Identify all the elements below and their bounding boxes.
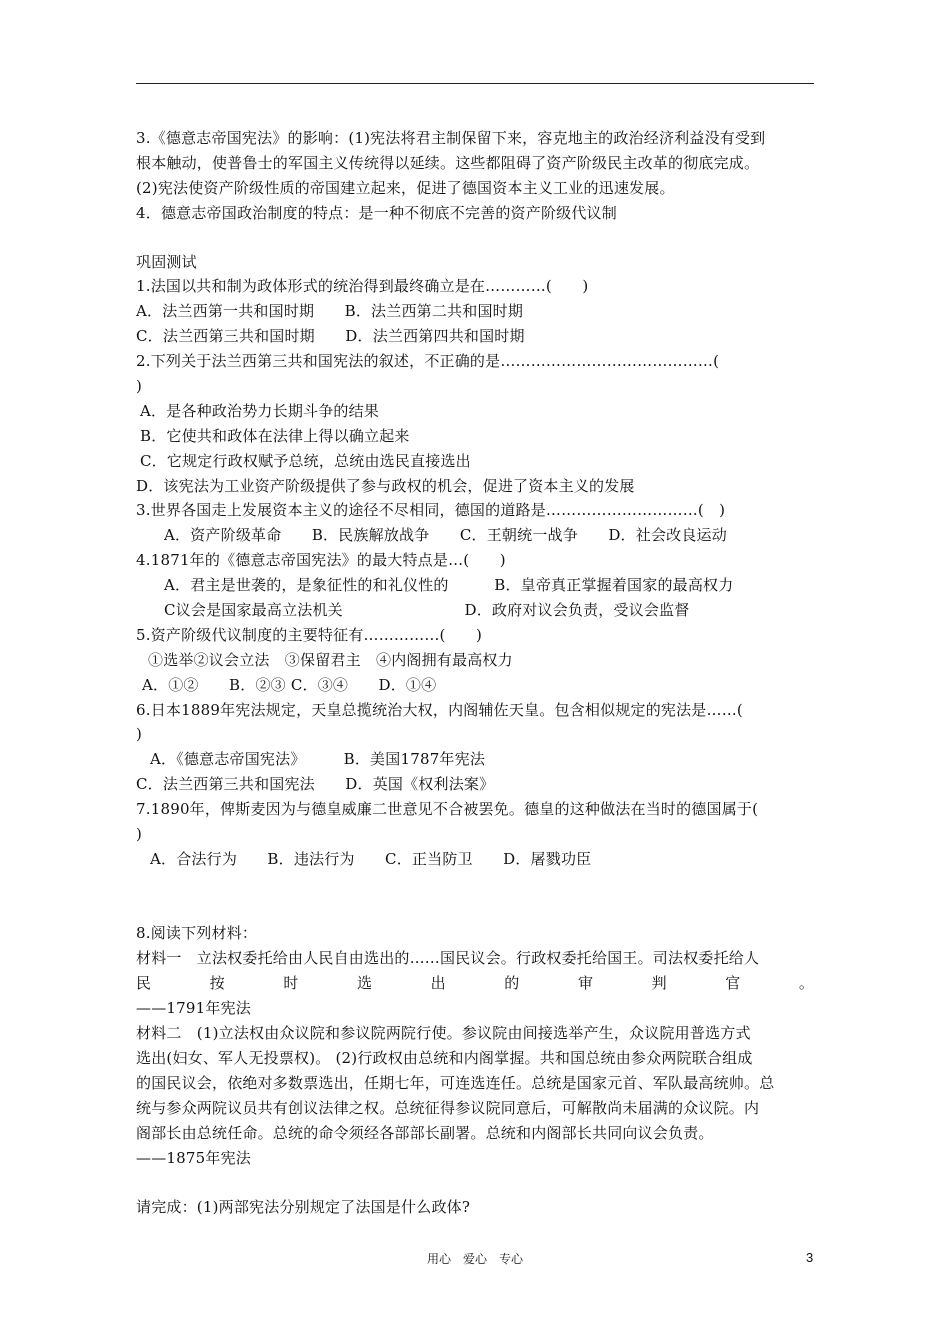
justified-word: 的 — [504, 974, 520, 992]
justified-line — [136, 971, 814, 996]
text-line: 统与参众两院议员共有创议法律之权。总统征得参议院同意后，可解散尚未届满的众议院。内 — [136, 1099, 760, 1117]
text-line: D．该宪法为工业资产阶级提供了参与政权的机会，促进了资本主义的发展 — [136, 477, 635, 495]
justified-word: 判 — [651, 974, 667, 992]
justified-word: 民 — [136, 974, 152, 992]
text-line: A．《德意志帝国宪法》 B．美国1787年宪法 — [150, 750, 486, 768]
text-line: 1.法国以共和制为政体形式的统治得到最终确立是在…………( ) — [136, 277, 589, 295]
text-line: 3.世界各国走上发展资本主义的途径不尽相同，德国的道路是…………………………( ) — [136, 501, 726, 519]
justified-word: 审 — [577, 974, 593, 992]
text-line: C．法兰西第三共和国宪法 D．英国《权利法案》 — [136, 775, 495, 793]
text-line: C．它规定行政权赋予总统，总统由选民直接选出 — [140, 452, 471, 470]
text-line: 8.阅读下列材料： — [136, 924, 258, 942]
text-line: 5.资产阶级代议制度的主要特征有……………( ) — [136, 626, 483, 644]
text-line: ——1875年宪法 — [136, 1149, 251, 1167]
text-line: 4．德意志帝国政治制度的特点：是一种不彻底不完善的资产阶级代议制 — [136, 204, 617, 222]
text-line: A．是各种政治势力长期斗争的结果 — [140, 402, 380, 420]
text-line: ——1791年宪法 — [136, 999, 251, 1017]
text-line: 2.下列关于法兰西第三共和国宪法的叙述，不正确的是……………………………………( — [136, 352, 720, 370]
justified-word: 按 — [209, 974, 225, 992]
text-line: 根本触动，使普鲁士的军国主义传统得以延续。这些都阻碍了资产阶级民主改革的彻底完成。 — [136, 154, 760, 172]
text-line: (2)宪法使资产阶级性质的帝国建立起来，促进了德国资本主义工业的迅速发展。 — [136, 179, 675, 197]
text-line: C．法兰西第三共和国时期 D．法兰西第四共和国时期 — [136, 327, 525, 345]
text-line: 6.日本1889年宪法规定，天皇总揽统治大权，内阁辅佐天皇。包含相似规定的宪法是……( — [136, 701, 743, 719]
text-line: A．君主是世袭的，是象征性的和礼仪性的 B．皇帝真正掌握着国家的最高权力 — [164, 576, 734, 594]
text-line: A．合法行为 B．违法行为 C．正当防卫 D．屠戮功臣 — [150, 850, 592, 868]
text-line: ) — [136, 725, 143, 743]
text-line: C议会是国家最高立法机关 D．政府对议会负责，受议会监督 — [164, 601, 690, 619]
text-line: 选出(妇女、军人无投票权)。 (2)行政权由总统和内阁掌握。共和国总统由参众两院联合组成 — [136, 1049, 753, 1067]
justified-word: 选 — [356, 974, 372, 992]
header-rule — [136, 83, 814, 84]
text-line: 的国民议会，依绝对多数票选出，任期七年，可连选连任。总统是国家元首、军队最高统帅。总 — [136, 1074, 775, 1092]
text-line: B．它使共和政体在法律上得以确立起来 — [140, 427, 410, 445]
text-line: ①选举②议会立法 ③保留君主 ④内阁拥有最高权力 — [148, 651, 513, 669]
text-line: 材料一 立法权委托给由人民自由选出的……国民议会。行政权委托给国王。司法权委托给人 — [136, 949, 760, 967]
justified-word: 时 — [283, 974, 299, 992]
text-line: 7.1890年，俾斯麦因为与德皇威廉二世意见不合被罢免。德皇的这种做法在当时的德国属于( — [136, 800, 759, 818]
text-line: ) — [136, 825, 143, 843]
text-line: 阁部长由总统任命。总统的命令须经各部部长副署。总统和内阁部长共同向议会负责。 — [136, 1124, 714, 1142]
text-line: 材料二 (1)立法权由众议院和参议院两院行使。参议院由间接选举产生，众议院用普选方式 — [136, 1024, 751, 1042]
text-line: 请完成：(1)两部宪法分别规定了法国是什么政体? — [136, 1198, 471, 1216]
text-line: 巩固测试 — [136, 253, 197, 271]
footer-motto: 用心 爱心 专心 — [426, 1252, 523, 1266]
text-line: 3.《德意志帝国宪法》的影响：(1)宪法将君主制保留下来，容克地主的政治经济利益没有受到 — [136, 129, 766, 147]
text-line: A．资产阶级革命 B．民族解放战争 C．王朝统一战争 D．社会改良运动 — [164, 526, 727, 544]
text-line: A．①② B．②③ C．③④ D．①④ — [142, 676, 437, 694]
justified-word: 。 — [798, 974, 814, 992]
justified-word: 出 — [430, 974, 446, 992]
page-number: 3 — [806, 1250, 814, 1265]
justified-word: 官 — [725, 974, 741, 992]
text-line: A．法兰西第一共和国时期 B．法兰西第二共和国时期 — [136, 302, 524, 320]
text-line: 4.1871年的《德意志帝国宪法》的最大特点是…( ) — [136, 551, 506, 569]
text-line: ) — [136, 377, 143, 395]
